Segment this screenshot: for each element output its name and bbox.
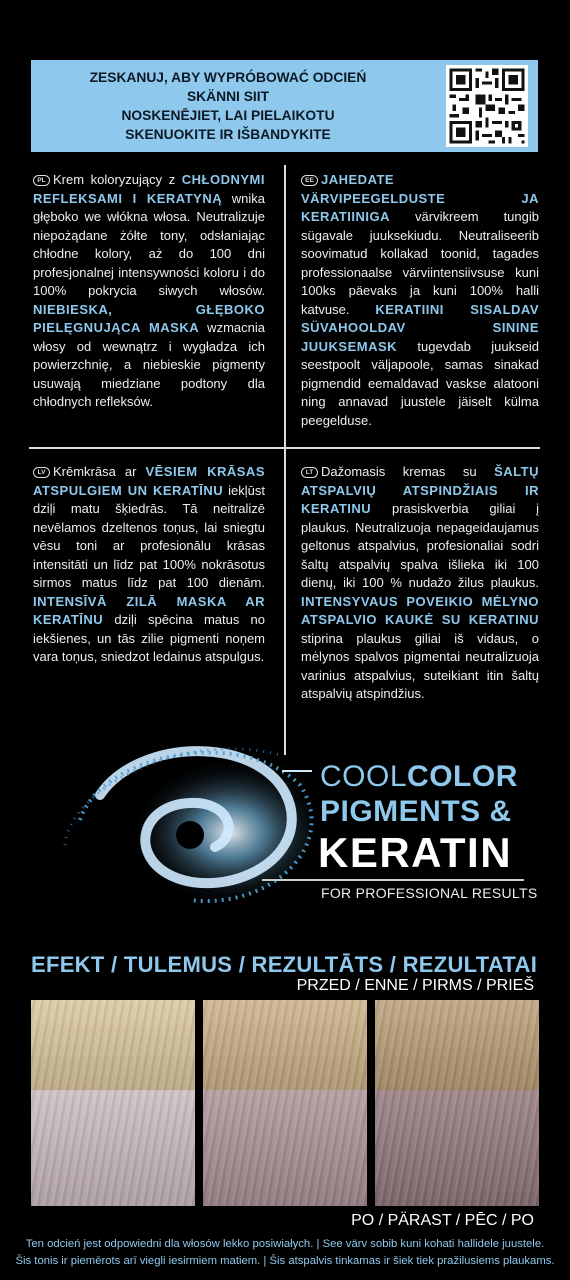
swatch-after: [31, 1090, 195, 1206]
description-pl: [33, 171, 265, 412]
tagline-line-1: [320, 760, 518, 794]
after-label: PO / PÄRAST / PĒC / PO: [351, 1212, 534, 1229]
tagline-subtitle: FOR PROFESSIONAL RESULTS: [321, 885, 538, 901]
scan-line-lv: NOSKENĒJIET, LAI PIELAIKOTU: [121, 108, 335, 123]
lt-text-2: prasiskverbia giliai į plaukus. Neutralizuoja nepageidaujamus geltonus atspalvius, profesionaliai sodri šaltų atspalvių spalva išlieka iki 100 dienų, iki 100 % nudažo žilus plaukus.: [301, 501, 539, 590]
hair-swatches: [31, 1000, 539, 1206]
qr-instructions: [31, 68, 425, 144]
lv-text-2: iekļūst dziļi matu šķiedrās. Tā neitralizē nevēlamos dzeltenos toņus, lai sniegtu vēsu toni ar profesionālu krāsas intensitāti un līdz pat 100% nokrāsotus sirmos matus līdz pat 100 dienām.: [33, 482, 265, 590]
lt-text-1: Dažomasis kremas su: [321, 464, 495, 479]
tagline-connector: [282, 770, 312, 772]
swatch-before: [375, 1000, 539, 1096]
pl-text-3: wzmacnia włosy od wewnątrz i wygładza ich powierzchnię, a niebieskie pigmenty usuwają miedziane podtony dla chłodnych refleksów.: [33, 320, 265, 409]
swatch-before: [31, 1000, 195, 1096]
tagline-pigments: PIGMENTS &: [320, 795, 512, 828]
tagline-color: COLOR: [407, 760, 518, 793]
ee-text-1: värvikreem tungib sügavale juuksekiudu. Neutraliseerib soovimatud kollakad toonid, tagades professionaalse värviintensiivsuse kuni 100ks päevaks ja kuni 100% halli katvuse.: [301, 209, 539, 317]
pl-highlight-2: NIEBIESKA, GŁĘBOKO PIELĘGNUJĄCA MASKA: [33, 301, 265, 335]
ee-highlight-2: KERATIINI SISALDAV SÜVAHOOLDAV SININE JUUKSEMASK: [301, 301, 539, 354]
effect-title: EFEKT / TULEMUS / REZULTĀTS / REZULTATAI: [31, 952, 538, 977]
footer-note: [0, 1236, 570, 1270]
scan-line-ee: SKÄNNI SIIT: [186, 89, 270, 104]
tagline-keratin: KERATIN: [318, 829, 513, 876]
scan-line-pl: ZESKANUJ, ABY WYPRÓBOWAĆ ODCIEŃ: [89, 70, 367, 85]
swatch-before: [203, 1000, 367, 1096]
qr-banner: [31, 60, 538, 152]
swatch-1: [31, 1000, 195, 1206]
swatch-after: [203, 1090, 367, 1206]
pl-highlight-1: CHŁODNYMI REFLEKSAMI I KERATYNĄ: [33, 172, 265, 206]
swatch-2: [203, 1000, 367, 1206]
description-grid: [29, 165, 540, 755]
language-badge-ee: EE: [301, 175, 318, 186]
swatch-after: [375, 1090, 539, 1206]
swatch-3: [375, 1000, 539, 1206]
lv-text-3: dziļi spēcina matus no iekšienes, un tās zilie pigmenti noņem vara toņus, sniedzot ledainus atspulgus.: [33, 612, 265, 664]
lt-text-3: stiprina plaukus giliai iš vidaus, o mėlynos spalvos pigmentai neutralizuoja varinius atspalvius, suteikiant itin šaltų atspalvių atspindžius.: [301, 630, 539, 701]
swirl-graphic: [40, 725, 330, 910]
description-ee: [301, 171, 539, 430]
language-badge-lt: LT: [301, 467, 318, 478]
tagline-underline: [262, 879, 524, 881]
lv-highlight-1: VĒSIEM KRĀSAS ATSPULGIEM UN KERATĪNU: [33, 464, 265, 498]
footer-line-1: Ten odcień jest odpowiedni dla włosów lekko posiwiałych. | See värv sobib kuni kohati hallidele juustele.: [25, 1238, 545, 1250]
qr-code-icon[interactable]: [446, 65, 528, 147]
pl-text-1: Krem koloryzujący z: [53, 172, 182, 187]
lt-highlight-2: INTENSYVAUS POVEIKIO MĖLYNO ATSPALVIO KAUKĖ SU KERATINU: [301, 593, 539, 627]
language-badge-pl: PL: [33, 175, 50, 186]
ee-text-2: tugevdab juukseid seestpoolt väljapoole, samas sinakad pigmendid eemaldavad vaskse alatooni ning annavad juustele jäiselt külma peegelduse.: [301, 338, 539, 428]
description-lv: [33, 463, 265, 667]
divider-vertical: [284, 165, 286, 755]
footer-line-2: Šis tonis ir piemērots arī viegli iesirmiem matiem. | Šis atspalvis tinkamas ir šiek tiek pražilusiems plaukams.: [15, 1255, 555, 1267]
scan-line-lt: SKENUOKITE IR IŠBANDYKITE: [125, 127, 331, 142]
tagline-cool: COOL: [320, 760, 408, 793]
language-badge-lv: LV: [33, 467, 50, 478]
lv-text-1: Krēmkrāsa ar: [53, 464, 146, 479]
pl-text-2: wnika głęboko we włókna włosa. Neutralizuje niepożądane żółte tony, odsłaniając chłodne kolory, aż do 100 dni profesjonalnej intensywności koloru i do 100% pokrycia siwych włosów.: [33, 190, 265, 298]
lv-highlight-2: INTENSĪVĀ ZILĀ MASKA AR KERATĪNU: [33, 593, 265, 627]
before-label: PRZED / ENNE / PIRMS / PRIEŠ: [296, 977, 534, 994]
ee-highlight-1: JAHEDATE VÄRVIPEEGELDUSTE JA KERATIINIGA: [301, 172, 539, 224]
description-lt: [301, 463, 539, 704]
lt-highlight-1: ŠALTŲ ATSPALVIŲ ATSPINDŽIAIS IR KERATINU: [301, 464, 539, 516]
divider-horizontal: [29, 447, 540, 449]
